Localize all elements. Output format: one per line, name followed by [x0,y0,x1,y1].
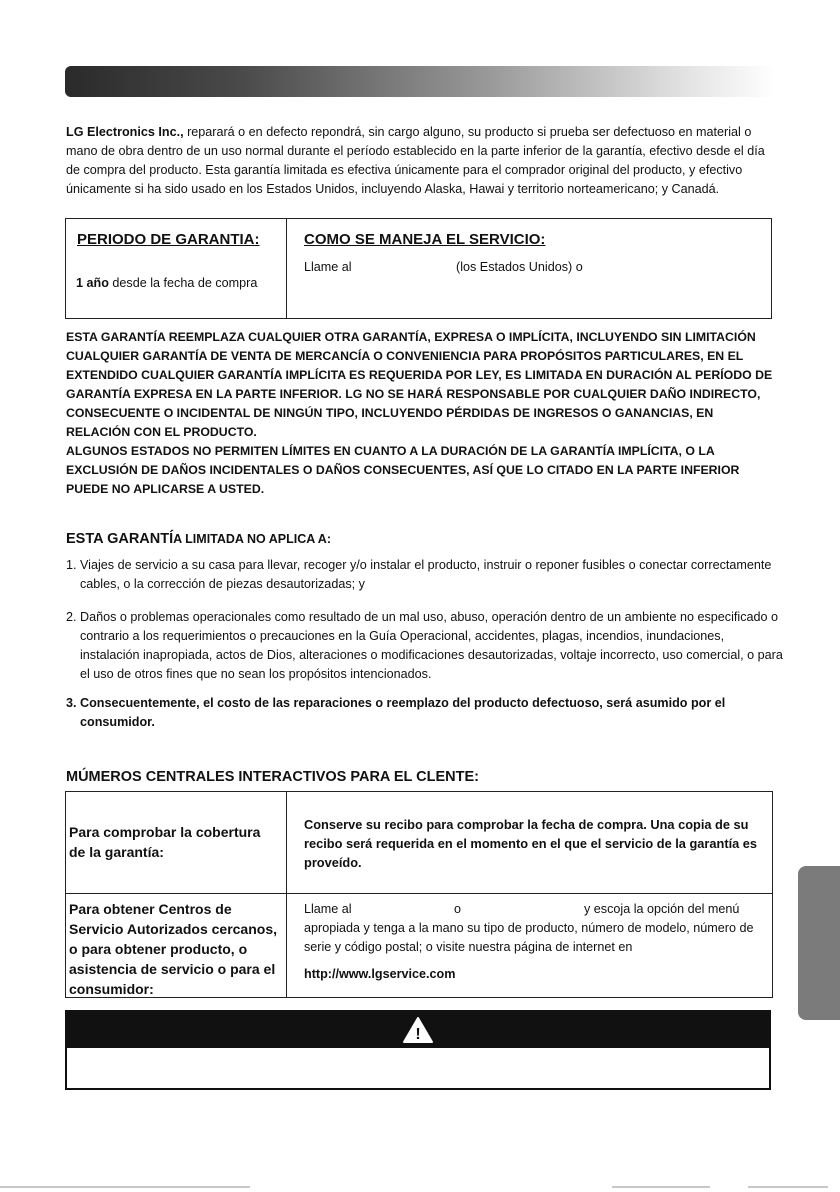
service-website-link[interactable]: http://www.lgservice.com [304,967,456,981]
period-text: desde la fecha de compra [108,276,258,290]
page-edge-line [748,1186,828,1188]
row2-or-text: o [454,902,462,916]
table-row-divider [66,893,772,894]
customer-numbers-table [65,791,773,998]
service-centers-label: Para obtener Centros de Servicio Autorizados cercanos, o para obtener producto, o asistencia de servicio o para el consumidor: [69,901,277,997]
table-divider [286,792,287,997]
brand-name: LG Electronics Inc., [66,125,184,139]
disclaimer-block [66,328,776,499]
not-apply-heading [66,530,331,549]
period-duration: 1 año [76,276,109,290]
warranty-period-table [65,218,772,319]
list-item: 3. Consecuentemente, el costo de las reparaciones o reemplazo del producto defectuoso, será asumido por el consumidor. [66,696,726,729]
coverage-label: Para comprobar la cobertura de la garantía: [69,824,261,860]
warning-icon [402,1016,434,1044]
section-header-bar [65,66,775,97]
service-call-text: Llame al [304,260,352,274]
warning-header-bar [67,1012,769,1048]
page-edge-line [612,1186,710,1188]
row2-menu-text: y escoja la opción del menú [584,902,740,916]
table-divider [286,219,287,318]
row2-instructions: apropiada y tenga a la mano su tipo de producto, número de modelo, número de serie y código postal; o visite nuestra página de internet en [304,921,754,954]
service-region-text: (los Estados Unidos) o [456,260,583,274]
intro-text: reparará o en defecto repondrá, sin cargo alguno, su producto si prueba ser defectuoso en material o mano de obra dentro de un uso normal durante el período establecido en la parte inferior de la garantía, efectivo desde el día de compra del producto. Esta garantía limitada es efectiva únicamente para el comprador original del producto, y efectivo únicamente si ha sido usado en los Estados Unidos, incluyendo Alaska, Hawai y territorio norteamericano; y Canadá. [66,125,765,196]
page-edge-line [0,1186,250,1188]
warning-box [65,1010,771,1090]
disclaimer-paragraph: ESTA GARANTÍA REEMPLAZA CUALQUIER OTRA GARANTÍA, EXPRESA O IMPLÍCITA, INCLUYENDO SIN LIMITACIÓN CUALQUIER GARANTÍA DE VENTA DE MERCANCÍA O CONVENIENCIA PARA PROPÓSITOS PARTICULARES, EN EL EXTENDIDO CUALQUIER GARANTÍA IMPLÍCITA ES REQUERIDA POR LEY, ES LIMITADA EN DURACIÓN AL PERÍODO DE GARANTÍA EXPRESA EN LA PARTE INFERIOR. LG NO SE HARÁ RESPONSABLE POR CUALQUIER DAÑO INDIRECTO, CONSECUENTE O INCIDENTAL DE NINGÚN TIPO, INCLUYENDO PÉRDIDAS DE INGRESOS O GANANCIAS, EN RELACIÓN CON EL PRODUCTO. [66,330,773,439]
coverage-text: Conserve su recibo para comprobar la fecha de compra. Una copia de su recibo será requerida en el momento en el que el servicio de la garantía es proveído. [304,817,758,870]
row2-call-text: Llame al [304,902,352,916]
period-value [76,274,257,293]
list-item: 1. Viajes de servicio a su casa para llevar, recoger y/o instalar el producto, instruir o reponer fusibles o conectar correctamente cables, o la corrección de piezas desautorizadas; y [66,558,772,591]
intro-paragraph [66,123,772,199]
period-heading: PERIODO DE GARANTIA: [77,231,260,248]
warning-symbol: ! [415,1026,421,1043]
customer-numbers-heading: MÚMEROS CENTRALES INTERACTIVOS PARA EL CLENTE: [66,769,479,785]
disclaimer-paragraph-2: ALGUNOS ESTADOS NO PERMITEN LÍMITES EN CUANTO A LA DURACIÓN DE LA GARANTÍA IMPLÍCITA, O LA EXCLUSIÓN DE DAÑOS INCIDENTALES O DAÑOS CONSECUENTES, ASÍ QUE LO CITADO EN LA PARTE INFERIOR PUEDE NO APLICARSE A USTED. [66,444,740,496]
list-item: 2. Daños o problemas operacionales como resultado de un mal uso, abuso, operación dentro de un ambiente no especificado o contrario a los requerimientos o precauciones en la Guía Operacional, accidentes, plagas, incendios, inundaciones, instalación inapropiada, actos de Dios, alteraciones o modificaciones desautorizadas, voltaje incorrecto, uso comercial, o para el uso de otros fines que no sean los propósitos intencionados. [66,610,783,681]
not-apply-heading-main: ESTA GARANTÍ [66,531,174,547]
not-apply-heading-rest: A LIMITADA NO APLICA A: [173,532,331,546]
service-heading: COMO SE MANEJA EL SERVICIO: [304,231,546,248]
side-section-tab [798,866,840,1020]
